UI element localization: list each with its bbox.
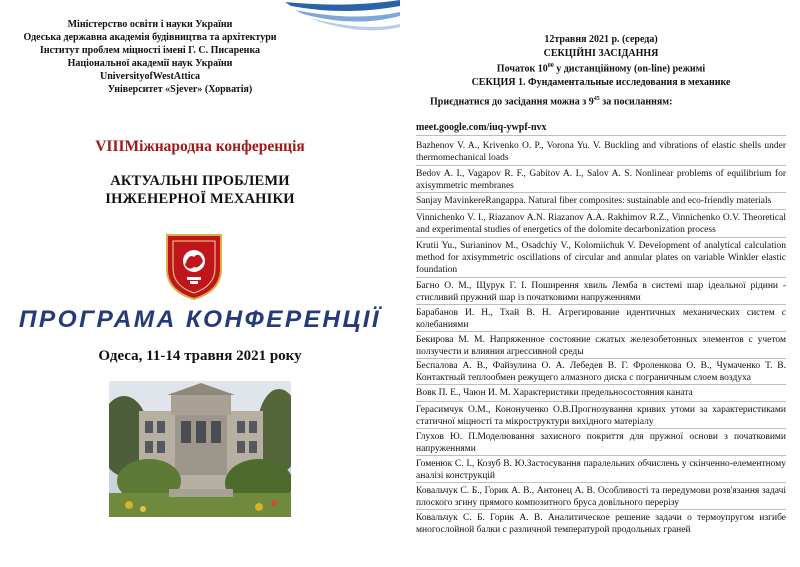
presentation-entry: Бекирова М. М. Напряженное состояние сжатых железобетонных элементов с учетом ползучести и влияния агрессивной среды — [416, 335, 786, 357]
presentation-entry: Ковальчук С. Б. Горик А. В. Аналитическое решение задачи о термоупругом изгибе многослойной балки с различной температурой продольных граней — [416, 513, 786, 535]
start-prefix: Початок 10 — [496, 63, 548, 75]
academy-building-photo — [109, 381, 291, 517]
session-title: СЕКЦІЙНІ ЗАСІДАННЯ — [543, 47, 659, 59]
presentation-entry: Беспалова А. В., Файзулина О. А. Лебедев В. Г. Фроленкова О. В., Чумаченко Т. В. Контактный теплообмен режущего алмазного диска с пограничным слоем воздуха — [416, 361, 786, 383]
presentation-entry: Sanjay MavinkereRangappa. Natural fiber composites: sustainable and eco-friendly materials — [416, 196, 772, 206]
presentation-entry: Vinnichenko V. I., Riazanov A.N. Riazanov A.A. Rakhimov R.Z., Vinnichenko O.V. Theoretical and experimental studies of energetics of the dolomite decarbonization process — [416, 213, 786, 235]
session-start — [402, 60, 800, 76]
join-prefix: Приєднатися до засідання можна з 9 — [430, 96, 594, 108]
presentation-entry: Герасимчук О.М., Кононученко О.В.Прогнозування кривих утоми за характеристиками статичної міцності та мікроструктури вихідного матеріалу — [416, 405, 786, 427]
presentation-entry: Гоменюк С. І., Козуб В. Ю.Застосування паралельних обчислень у скінченно-елементному аналізі конструкцій — [416, 459, 786, 481]
entry-divider — [416, 331, 786, 332]
organizer-line: Університет «Sjever» (Хорватія) — [107, 84, 253, 95]
presentation-entry: Bazhenov V. A., Krivenko O. P., Vorona Yu. V. Buckling and vibrations of elastic shells under thermomechanical loads — [416, 141, 786, 163]
presentation-entry: Глухов Ю. П.Моделювання захисного покриття для пружної основи з початковими напруженнями — [416, 432, 786, 454]
entry-divider — [416, 237, 786, 238]
organizers-header — [20, 18, 280, 96]
start-suffix: у дистанційному (on-line) режимі — [553, 63, 706, 75]
entry-divider — [416, 192, 786, 193]
entry-divider — [416, 509, 786, 510]
session-schedule-page — [402, 0, 800, 567]
session-header — [402, 33, 800, 89]
organizer-line: Одеська державна академія будівництва та архітектури — [23, 32, 277, 43]
organizer-line: Міністерство освіти і науки України — [67, 19, 233, 30]
meet-link[interactable]: meet.google.com/iuq-ywpf-nvx — [416, 122, 547, 133]
conference-number: VIIIМіжнародна конференція — [95, 138, 305, 155]
join-suffix: за посиланням: — [599, 96, 673, 108]
entry-divider — [416, 209, 786, 210]
join-time-sup: 45 — [593, 96, 600, 102]
organizer-line: Інститут проблем міцності імені Г. С. Писаренка — [39, 45, 261, 56]
start-time-sup: 00 — [547, 63, 554, 69]
join-instructions — [430, 96, 672, 107]
entry-divider — [416, 304, 786, 305]
blue-swoosh-decoration — [285, 0, 400, 60]
entry-divider — [416, 277, 786, 278]
presentation-entry: Барабанов И. Н., Тхай В. Н. Агрегирование идентичных механических систем с колебаниями — [416, 308, 786, 330]
presentation-entry: Krutii Yu., Surianinov M., Osadchiy V., Kolomiichuk V. Development of analytical calculation method for axisymmetric oscillations of circular and annular plates on variable Winkler elastic foundation — [416, 241, 786, 275]
presentation-entry: Багно О. М., Щурук Г. І. Поширення хвиль Лемба в системі шар ідеальної рідини - стисливий пружний шар із початковими напруженнями — [416, 281, 786, 303]
presentation-entry: Bedov A. I., Vagapov R. F., Gabitov A. I., Salov A. S. Nonlinear problems of equilibrium for axisymmetric membranes — [416, 169, 786, 191]
entry-divider — [416, 165, 786, 166]
entry-divider — [416, 358, 786, 359]
presentation-entry: Ковальчук С. Б., Горик А. В., Антонец А. В. Особливості та передумови розв'язання задачі плоского згину прямого композитного бруса довільного перерізу — [416, 486, 786, 508]
section-title: СЕКЦИЯ 1. Фундаментальные исследования в механике — [471, 76, 731, 88]
presentation-entry: Вовк П. Е., Чаюн И. М. Характеристики предельносостояния каната — [416, 388, 693, 398]
entry-divider — [416, 482, 786, 483]
session-date: 12травня 2021 р. (середа) — [544, 34, 658, 45]
entry-divider — [416, 384, 786, 385]
entry-divider — [416, 428, 786, 429]
conference-date-location: Одеса, 11-14 травня 2021 року — [98, 348, 302, 364]
conference-title-line: АКТУАЛЬНІ ПРОБЛЕМИ — [110, 173, 290, 189]
entry-divider — [416, 455, 786, 456]
organizer-line: Національної академії наук України — [67, 58, 233, 69]
organizer-line: UniversityofWestAttica — [100, 71, 200, 82]
conference-title — [0, 172, 400, 208]
conference-title-line: ІНЖЕНЕРНОЇ МЕХАНІКИ — [105, 191, 295, 207]
academy-emblem-icon — [163, 231, 225, 301]
program-title: ПРОГРАМА КОНФЕРЕНЦІЇ — [18, 306, 382, 333]
entry-divider — [416, 401, 786, 402]
entry-divider — [416, 135, 786, 136]
